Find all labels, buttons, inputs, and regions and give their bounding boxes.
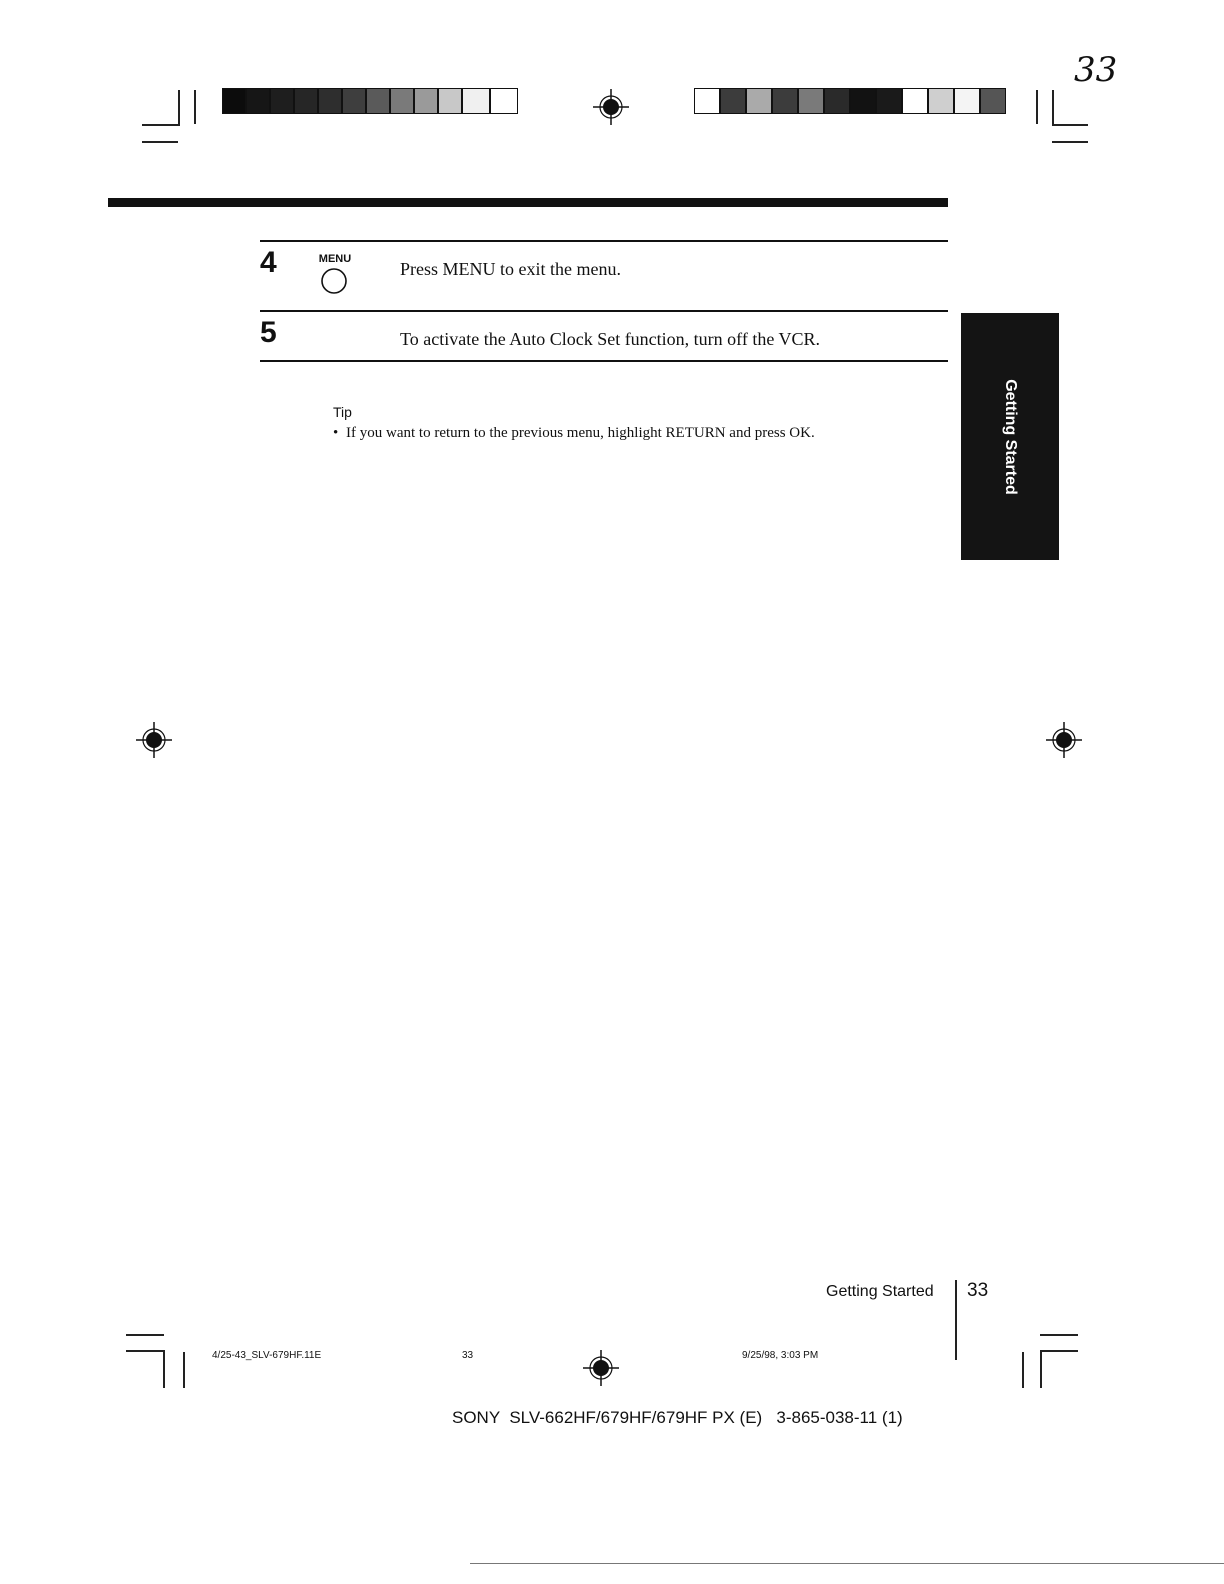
tip-text: If you want to return to the previous menu, highlight RETURN and press OK. [346,425,815,441]
tip-heading: Tip [333,404,352,420]
slug-file-name: 4/25-43_SLV-679HF.11E [212,1350,322,1361]
registration-mark-right-icon [1044,720,1084,760]
step-instruction: Press MENU to exit the menu. [400,259,621,279]
step-number: 5 [260,316,277,349]
calibration-strip-left [222,88,518,114]
footer-section-title: Getting Started [826,1283,934,1300]
bullet: • [333,425,339,441]
menu-button-icon [312,265,358,295]
step-number: 4 [260,246,277,279]
registration-mark-bottom-icon [581,1348,621,1388]
handwritten-page-number: 33 [1074,50,1118,90]
step-instruction: To activate the Auto Clock Set function, turn off the VCR. [400,329,821,349]
footer-page-number: 33 [967,1280,989,1301]
calibration-strip-right [694,88,1006,114]
side-tab-label: Getting Started [1002,378,1019,495]
slug-date: 9/25/98, 3:03 PM [742,1350,819,1361]
section-side-tab [961,313,1059,560]
menu-button-label: MENU [318,253,352,265]
menu-button-diagram [312,253,358,295]
scan-edge-line [470,1563,1224,1564]
registration-mark-top-icon [591,87,631,127]
step-divider-bottom [260,360,948,362]
step-divider-top [260,240,948,242]
registration-mark-left-icon [134,720,174,760]
tip-item [333,425,815,442]
step-divider [260,310,948,312]
footer-divider [955,1280,957,1360]
header-rule [108,198,948,207]
slug-page-number: 33 [462,1350,474,1361]
model-line: SONY SLV-662HF/679HF/679HF PX (E) 3-865-038-11 (1) [452,1408,903,1427]
